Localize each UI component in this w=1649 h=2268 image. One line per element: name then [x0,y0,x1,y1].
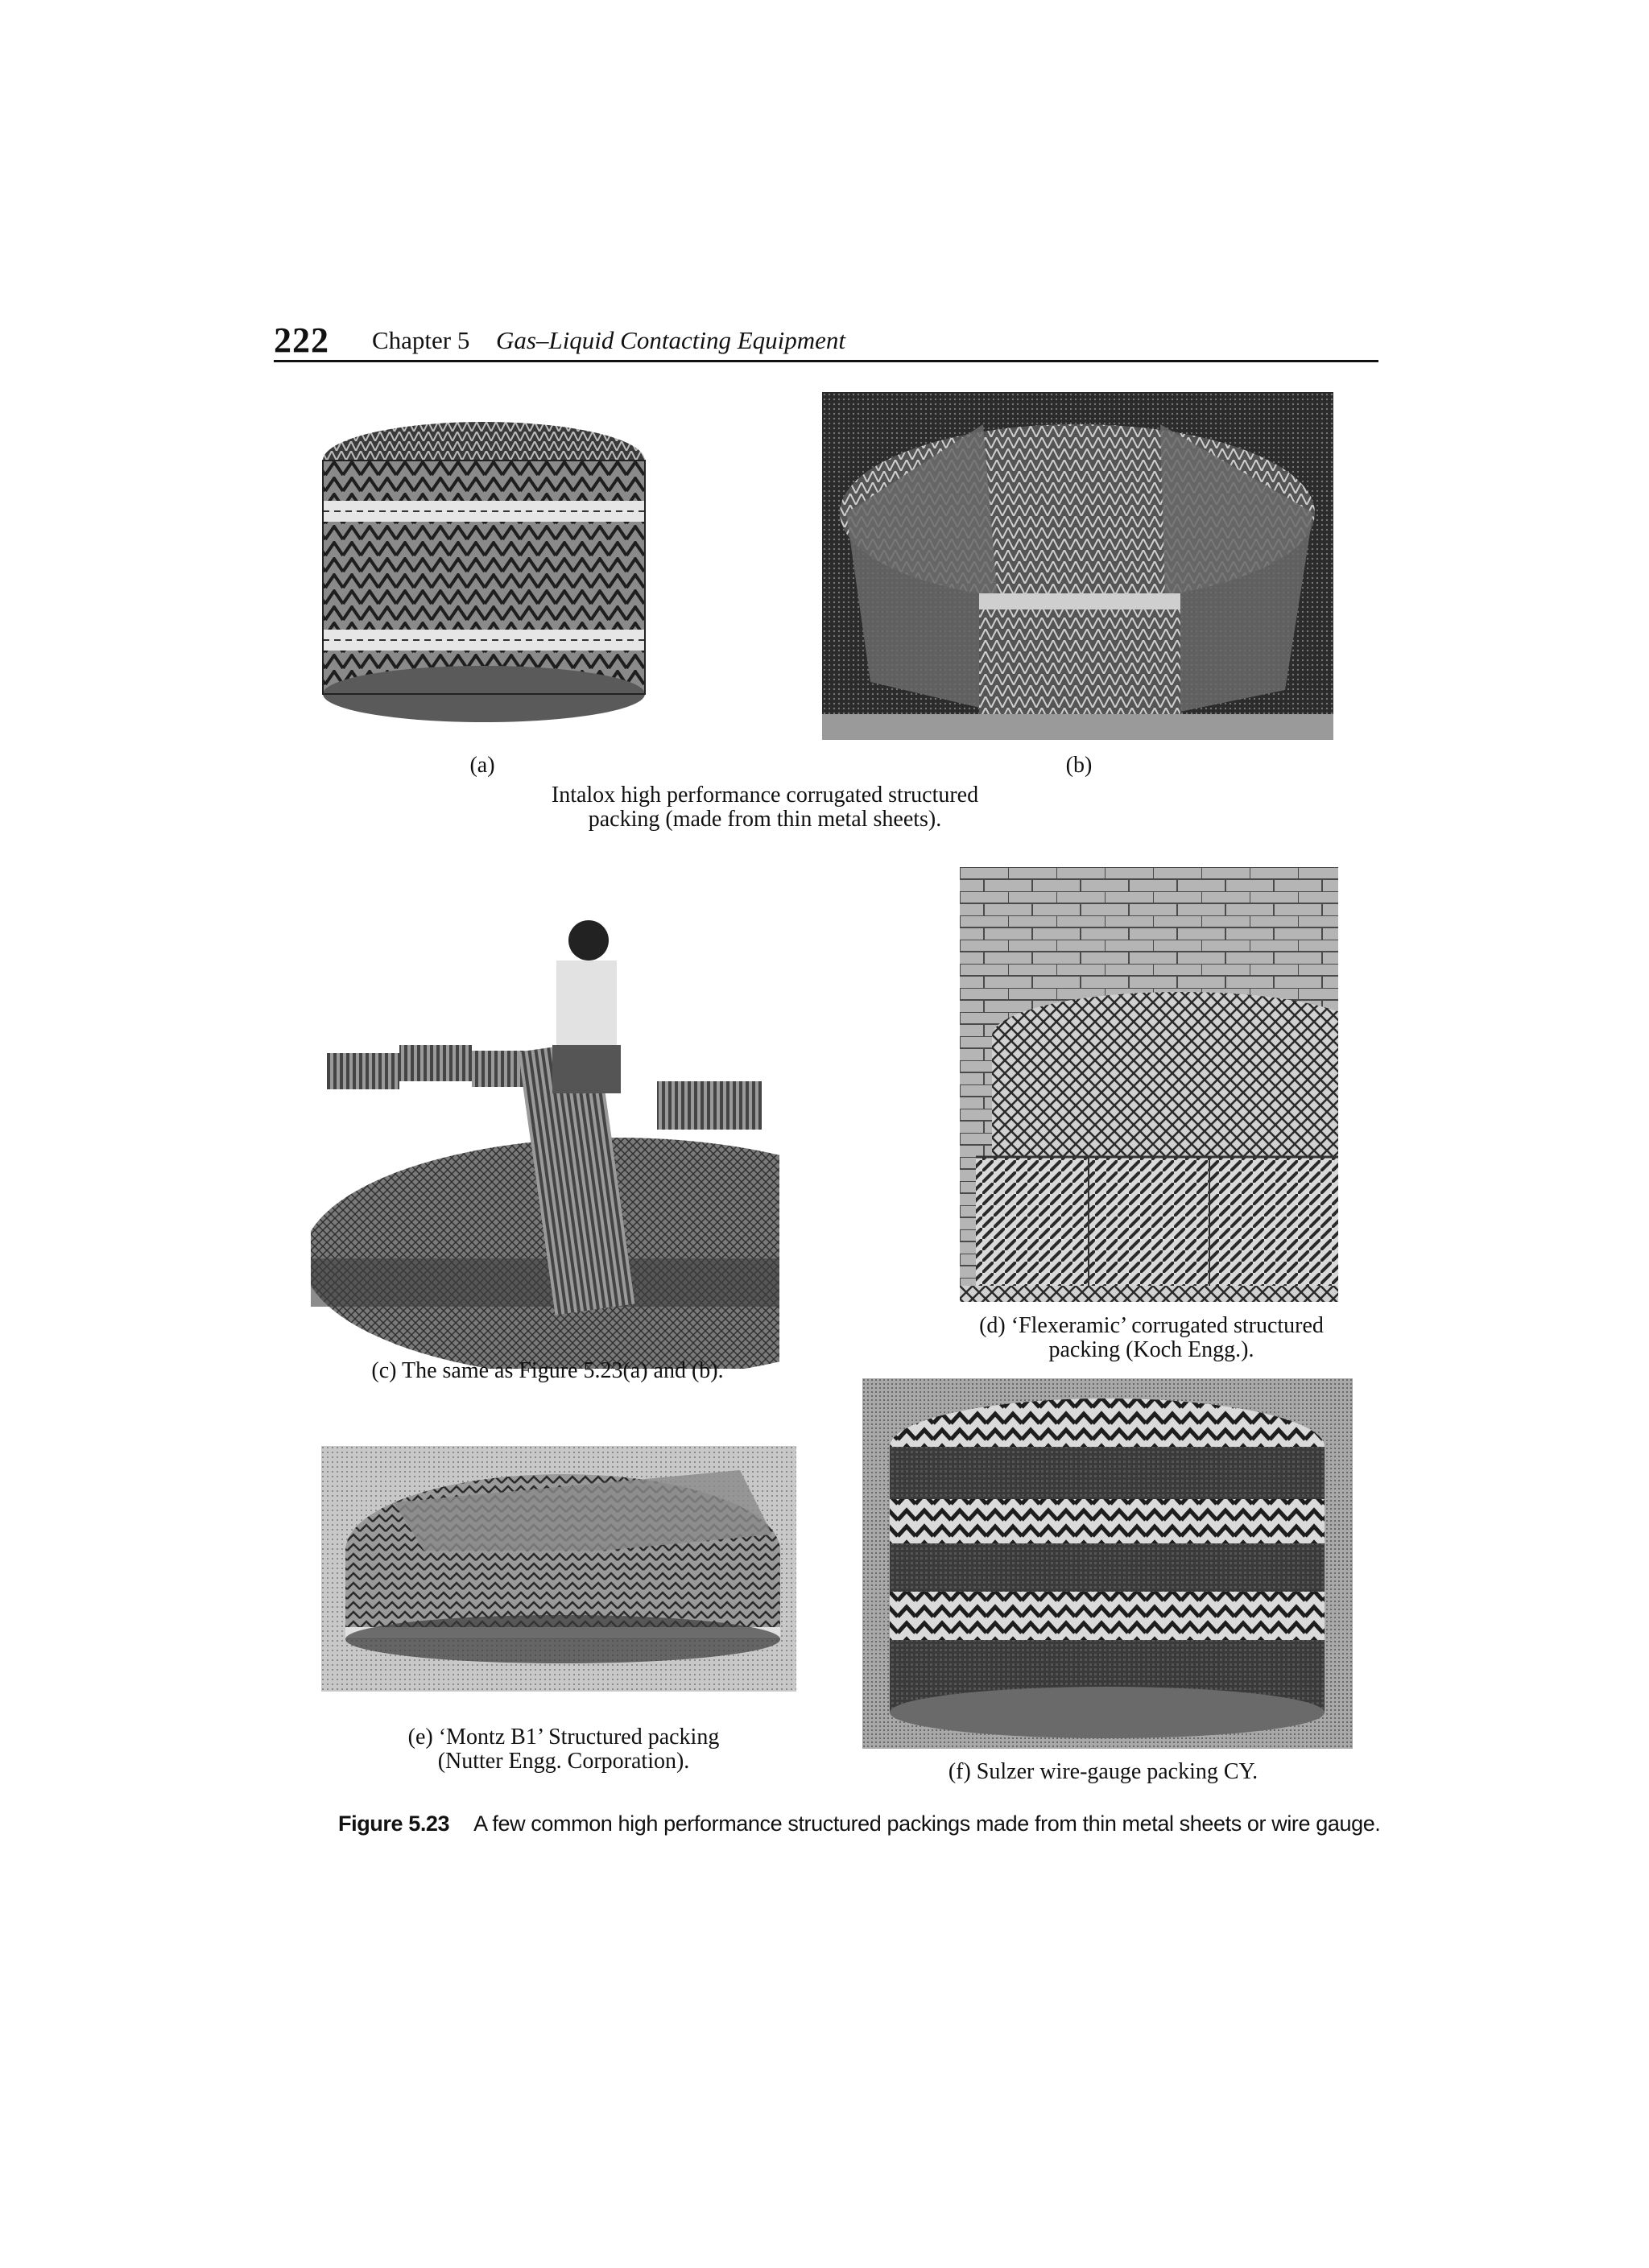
photo-intalox-segments [822,392,1333,740]
caption-ab-line2: packing (made from thin metal sheets). [588,807,942,832]
figure-caption-text: A few common high performance structured packings made from thin metal sheets or wire gauge. [473,1812,1381,1836]
caption-e [362,1725,765,1774]
photo-montz-b1 [321,1446,796,1692]
chapter-title: Gas–Liquid Contacting Equipment [496,326,845,354]
caption-e-line1: (e) ‘Montz B1’ Structured packing [407,1725,720,1750]
running-head [274,318,1377,360]
caption-ab [515,783,1015,832]
caption-f: (f) Sulzer wire-gauge packing CY. [948,1759,1258,1784]
photo-sulzer-cy [862,1378,1353,1749]
chapter-label: Chapter 5 [372,326,470,354]
header-rule [274,360,1378,362]
caption-d-line1: (d) ‘Flexeramic’ corrugated structured [979,1313,1324,1338]
caption-d [950,1314,1353,1362]
photo-intalox-cylinder [308,412,660,726]
caption-d-line2: packing (Koch Engg.). [1048,1337,1254,1362]
page-number: 222 [274,320,329,360]
panel-label-a: (a) [469,753,495,778]
caption-e-line2: (Nutter Engg. Corporation). [437,1749,690,1774]
photo-worker-on-disc [311,912,779,1369]
caption-c: (c) The same as Figure 5.23(a) and (b). [371,1358,724,1383]
panel-label-b: (b) [1065,753,1093,778]
figure-label: Figure 5.23 [338,1812,450,1836]
photo-flexeramic [960,867,1338,1302]
caption-ab-line1: Intalox high performance corrugated structured [551,783,979,808]
figure-caption [338,1812,1385,1836]
